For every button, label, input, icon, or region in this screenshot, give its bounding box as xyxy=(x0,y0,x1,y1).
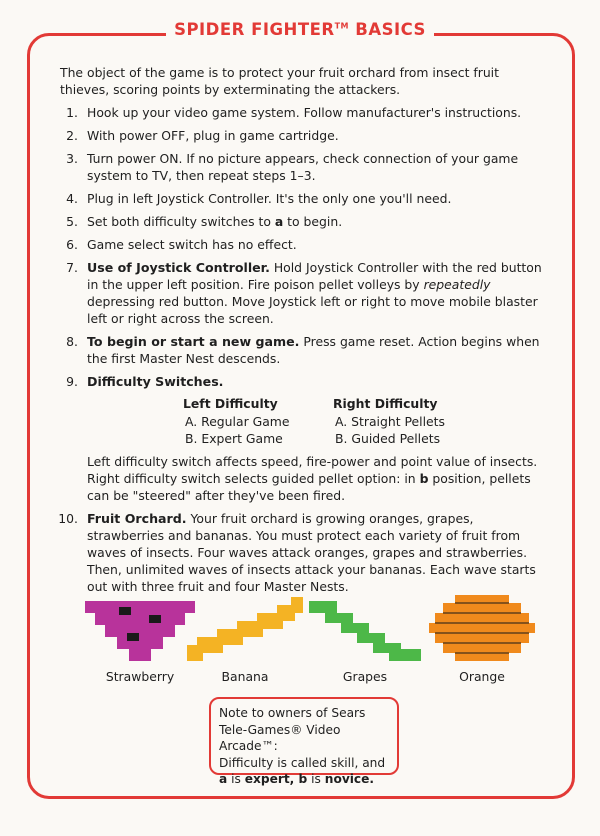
step-heading: To begin or start a new game. xyxy=(87,334,300,349)
list-item: 10. Fruit Orchard. Your fruit orchard is growing oranges, grapes, strawberries and bananas. You must protect each variety of fruit from waves of insects. Four waves attack oranges, grapes and strawberries. Then, unlimited waves of insects attack your bananas. Each wave starts out with three fruit and four Master Nests. xyxy=(58,511,536,594)
list-item: 9. Difficulty Switches. Left Difficulty A. Regular Game B. Expert Game Right Difficulty A. Straight Pellets B. Guided Pellets Left difficulty switch affects speed, fire-power and point value of insects. Right difficulty switch selects guided pellet option: in b position, pellets can be "steered" after they've been fired. xyxy=(56,373,546,504)
list-item: 7. Use of Joystick Controller. Hold Joystick Controller with the red button in the upper left position. Fire poison pellet volleys by repeatedly depressing red button. Move Joystick left or right to move mobile blaster left or right across the screen. xyxy=(66,260,542,326)
difficulty-table xyxy=(183,395,546,447)
right-difficulty: Right Difficulty A. Straight Pellets B. Guided Pellets xyxy=(333,396,445,446)
banana-icon xyxy=(187,593,303,661)
intro-paragraph: The object of the game is to protect your fruit orchard from insect fruit thieves, scoring points by exterminating the attackers. xyxy=(60,65,499,97)
fruit-label: Banana xyxy=(221,669,269,684)
orange-icon xyxy=(429,593,535,661)
fruit-strawberry xyxy=(85,593,195,684)
list-item: 1. Hook up your video game system. Follow manufacturer's instructions. xyxy=(66,105,522,120)
fruit-label: Orange xyxy=(459,669,505,684)
fruit-label: Strawberry xyxy=(105,669,175,684)
fruit-label: Grapes xyxy=(342,669,388,684)
instruction-list xyxy=(56,104,546,601)
list-item: 5. Set both difficulty switches to a to begin. xyxy=(66,214,343,229)
grapes-icon xyxy=(309,593,421,661)
list-item: 4. Plug in left Joystick Controller. It's the only one you'll need. xyxy=(66,191,452,206)
fruit-grapes xyxy=(309,593,421,684)
list-item: 3. Turn power ON. If no picture appears, check connection of your game system to TV, then repeat steps 1–3. xyxy=(66,151,519,183)
fruit-banana xyxy=(187,593,303,684)
list-item: 2. With power OFF, plug in game cartridge. xyxy=(66,128,339,143)
list-item: 6. Game select switch has no effect. xyxy=(66,237,297,252)
difficulty-description: Left difficulty switch affects speed, fire-power and point value of insects. Right difficulty switch selects guided pellet option: in b position, pellets can be "steered" after they've been fired. xyxy=(87,454,538,503)
page-title: SPIDER FIGHTER™ BASICS xyxy=(166,20,434,39)
sears-note-box: Note to owners of Sears Tele-Games® Video Arcade™: Difficulty is called skill, and a is expert, b is novice. xyxy=(209,697,399,775)
list-item: 8. To begin or start a new game. Press game reset. Action begins when the first Master Nest descends. xyxy=(66,334,540,366)
step-heading: Difficulty Switches. xyxy=(87,374,224,389)
left-difficulty: Left Difficulty A. Regular Game B. Expert Game xyxy=(183,396,290,446)
step-heading: Use of Joystick Controller. xyxy=(87,260,270,275)
fruit-orange xyxy=(429,593,535,684)
step-heading: Fruit Orchard. xyxy=(87,511,187,526)
strawberry-icon xyxy=(85,593,195,661)
fruit-illustrations xyxy=(85,593,535,688)
